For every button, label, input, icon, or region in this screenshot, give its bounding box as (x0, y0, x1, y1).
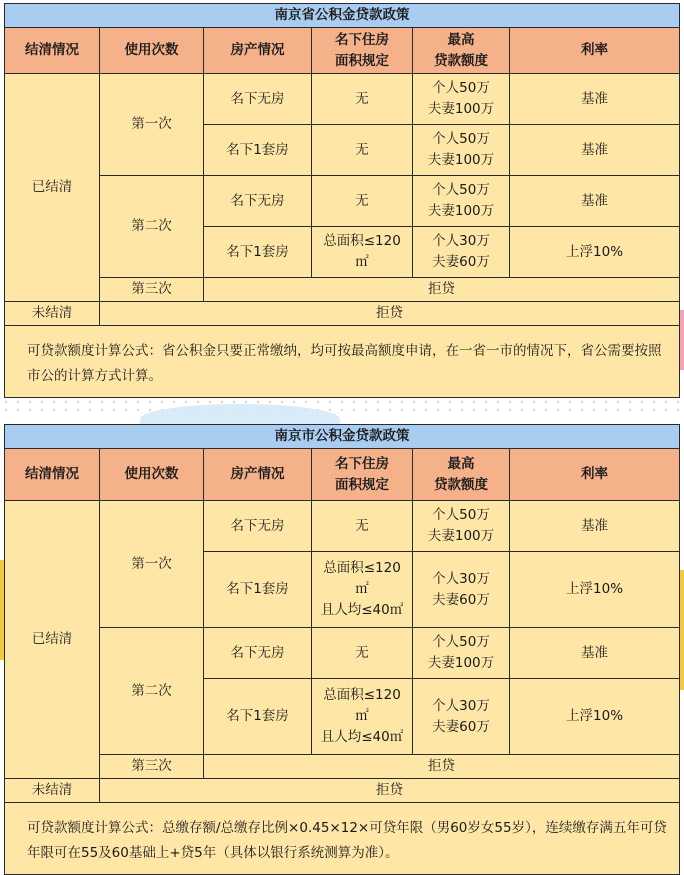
property-cell: 名下无房 (204, 501, 312, 552)
province-table-title: 南京省公积金贷款政策 (5, 4, 680, 28)
area-cell: 无 (312, 501, 413, 552)
area-cell: 总面积≤120 ㎡ (312, 227, 413, 278)
settled-cell: 已结清 (5, 501, 100, 779)
area-cell: 无 (312, 74, 413, 125)
amount-cell: 个人30万 夫妻60万 (413, 552, 510, 628)
header-max-loan: 最高 贷款额度 (413, 449, 510, 501)
amount-cell: 个人50万 夫妻100万 (413, 628, 510, 679)
usage-first: 第一次 (100, 501, 204, 628)
rate-cell: 基准 (510, 628, 680, 679)
area-cell: 无 (312, 125, 413, 176)
header-property-status: 房产情况 (204, 28, 312, 74)
header-usage-count: 使用次数 (100, 28, 204, 74)
amount-cell: 个人50万 夫妻100万 (413, 501, 510, 552)
reject-cell: 拒贷 (100, 302, 680, 326)
header-rate: 利率 (510, 28, 680, 74)
header-settle-status: 结清情况 (5, 449, 100, 501)
amount-cell: 个人50万 夫妻100万 (413, 176, 510, 227)
area-cell: 无 (312, 176, 413, 227)
property-cell: 名下1套房 (204, 552, 312, 628)
property-cell: 名下1套房 (204, 125, 312, 176)
rate-cell: 上浮10% (510, 679, 680, 755)
amount-cell: 个人30万 夫妻60万 (413, 679, 510, 755)
rate-cell: 基准 (510, 74, 680, 125)
area-cell: 总面积≤120 ㎡ 且人均≤40㎡ (312, 679, 413, 755)
property-cell: 名下无房 (204, 628, 312, 679)
usage-first: 第一次 (100, 74, 204, 176)
city-policy-table (4, 424, 680, 875)
rate-cell: 基准 (510, 501, 680, 552)
header-settle-status: 结清情况 (5, 28, 100, 74)
formula-note: 可贷款额度计算公式：省公积金只要正常缴纳，均可按最高额度申请，在一省一市的情况下，省公需要按照市公的计算方式计算。 (5, 326, 680, 398)
city-table-title: 南京市公积金贷款政策 (5, 425, 680, 449)
unsettled-cell: 未结清 (5, 779, 100, 803)
header-area-rule: 名下住房 面积规定 (312, 28, 413, 74)
reject-cell: 拒贷 (204, 278, 680, 302)
rate-cell: 上浮10% (510, 227, 680, 278)
property-cell: 名下1套房 (204, 679, 312, 755)
formula-note: 可贷款额度计算公式：总缴存额/总缴存比例×0.45×12×可贷年限（男60岁女55岁），连续缴存满五年可贷年限可在55及60基础上+贷5年（具体以银行系统测算为准）。 (5, 803, 680, 875)
header-max-loan: 最高 贷款额度 (413, 28, 510, 74)
reject-cell: 拒贷 (204, 755, 680, 779)
dotted-divider (0, 398, 684, 414)
area-cell: 无 (312, 628, 413, 679)
rate-cell: 基准 (510, 125, 680, 176)
amount-cell: 个人50万 夫妻100万 (413, 74, 510, 125)
header-usage-count: 使用次数 (100, 449, 204, 501)
area-cell: 总面积≤120 ㎡ 且人均≤40㎡ (312, 552, 413, 628)
rate-cell: 上浮10% (510, 552, 680, 628)
rate-cell: 基准 (510, 176, 680, 227)
header-property-status: 房产情况 (204, 449, 312, 501)
property-cell: 名下无房 (204, 74, 312, 125)
usage-second: 第二次 (100, 176, 204, 278)
settled-cell: 已结清 (5, 74, 100, 302)
province-policy-table (4, 3, 680, 398)
amount-cell: 个人30万 夫妻60万 (413, 227, 510, 278)
reject-cell: 拒贷 (100, 779, 680, 803)
property-cell: 名下1套房 (204, 227, 312, 278)
amount-cell: 个人50万 夫妻100万 (413, 125, 510, 176)
usage-second: 第二次 (100, 628, 204, 755)
unsettled-cell: 未结清 (5, 302, 100, 326)
usage-third: 第三次 (100, 278, 204, 302)
property-cell: 名下无房 (204, 176, 312, 227)
header-area-rule: 名下住房 面积规定 (312, 449, 413, 501)
header-rate: 利率 (510, 449, 680, 501)
usage-third: 第三次 (100, 755, 204, 779)
